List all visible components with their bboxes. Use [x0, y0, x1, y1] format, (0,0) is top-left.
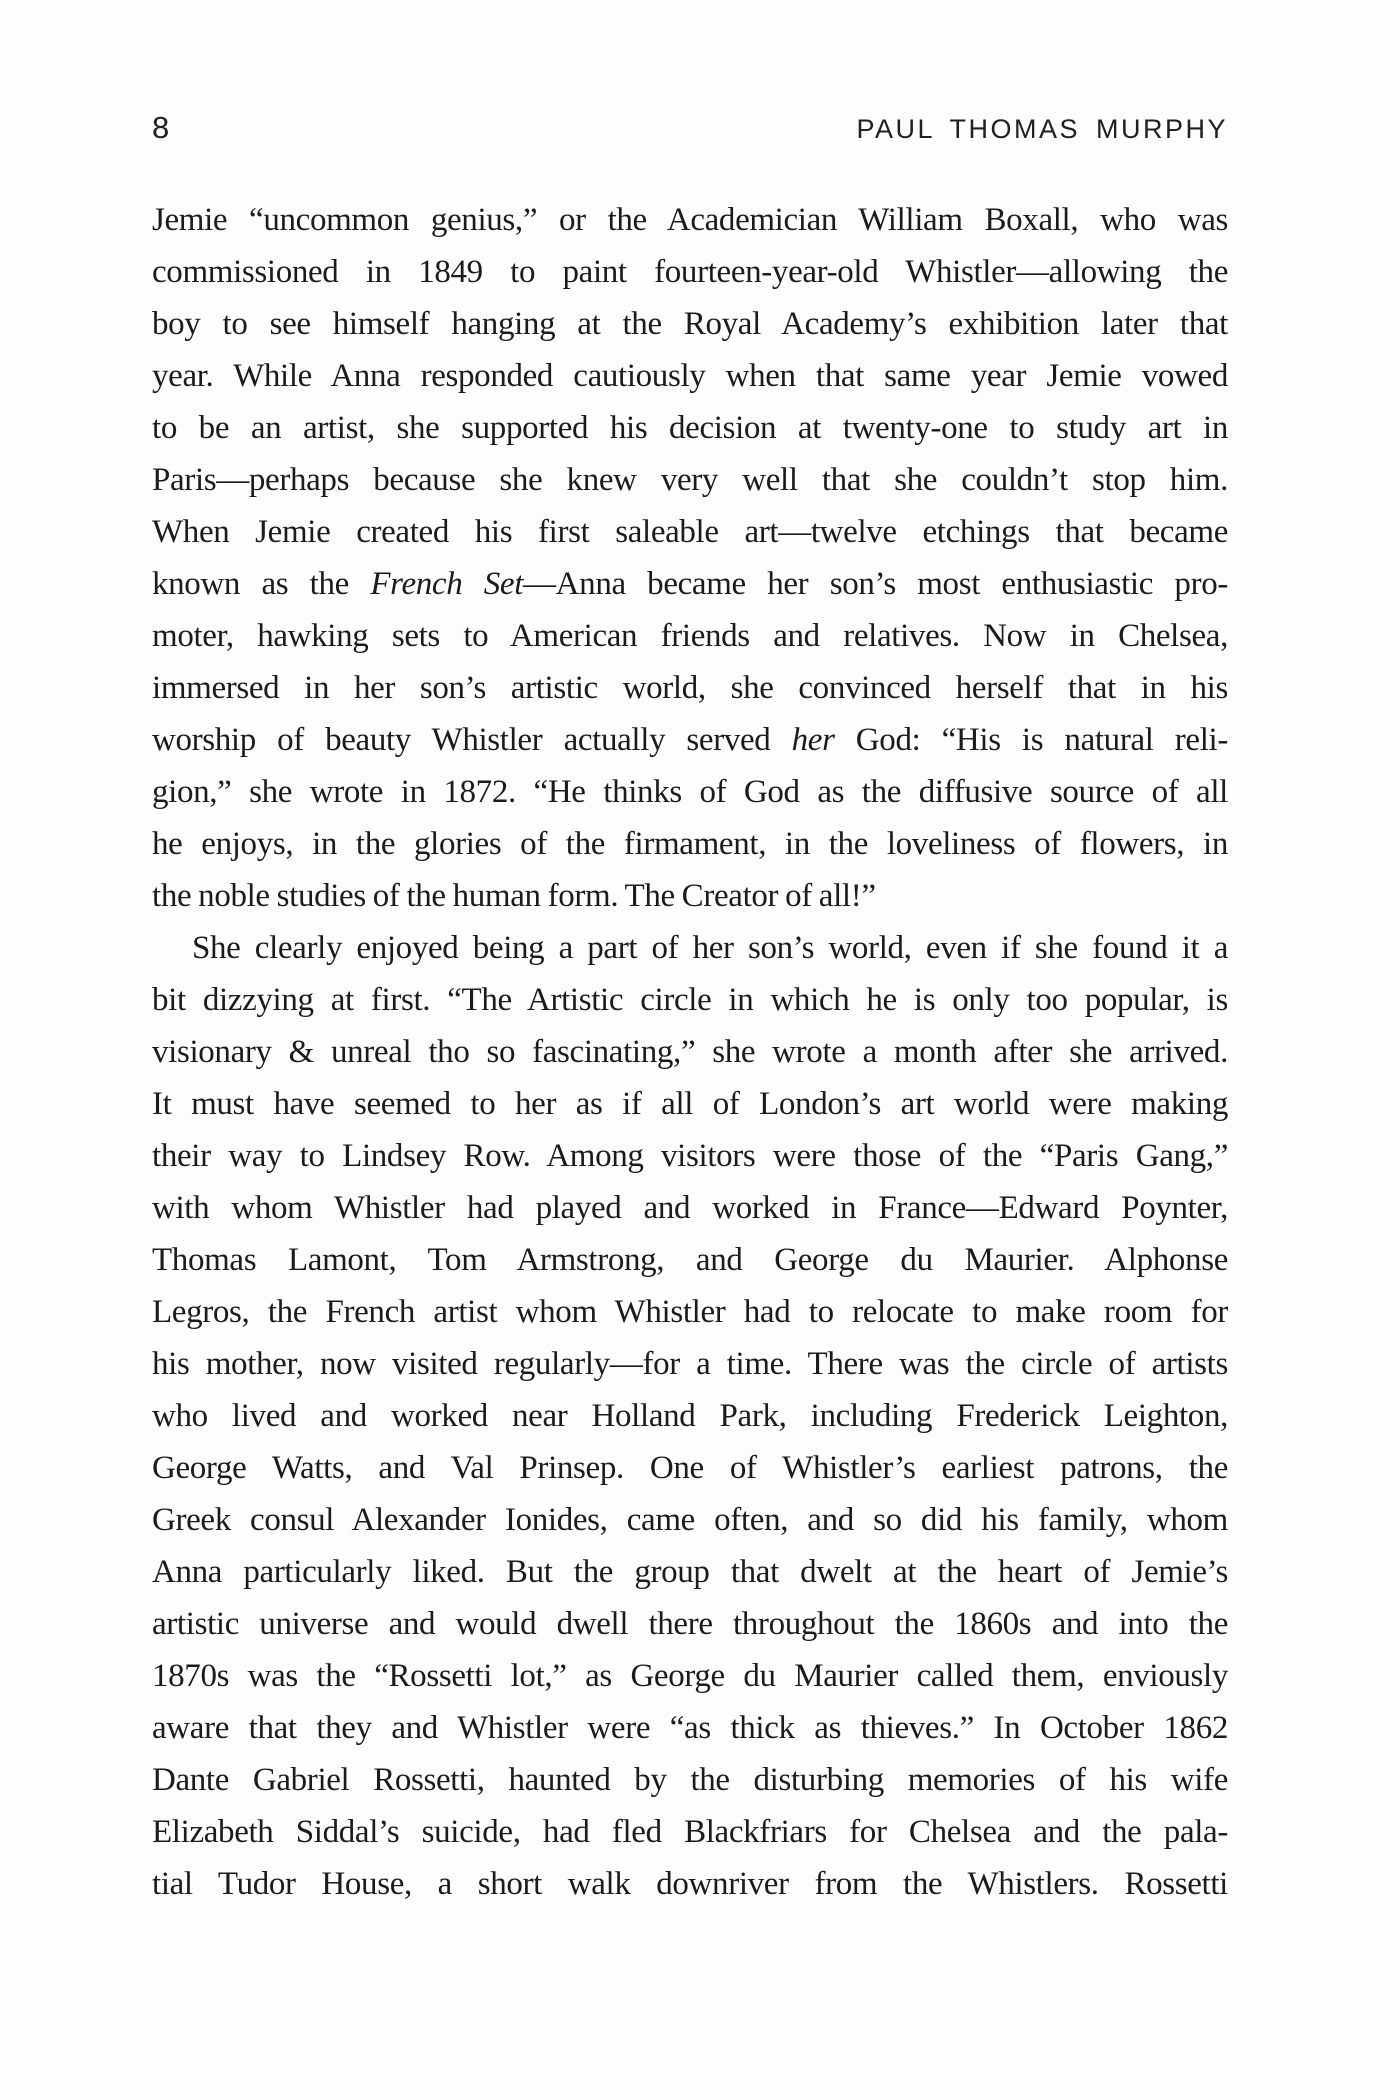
text-segment: their way to Lindsey Row. Among visitors were those of the “Paris Gang,”: [152, 1138, 1228, 1174]
text-line: [152, 1546, 1228, 1598]
text-segment: It must have seemed to her as if all of London’s art world were making: [152, 1086, 1228, 1122]
text-segment: aware that they and Whistler were “as thick as thieves.” In October 1862: [152, 1710, 1228, 1746]
text-segment: 1870s was the “Rossetti lot,” as George du Maurier called them, enviously: [152, 1658, 1228, 1694]
text-line: [152, 818, 1228, 870]
text-segment: his mother, now visited regularly—for a time. There was the circle of artists: [152, 1346, 1228, 1382]
text-line: [152, 402, 1228, 454]
running-header-title: PAUL THOMAS MURPHY: [856, 114, 1228, 144]
text-segment: —Anna became her son’s most enthusiastic pro-: [523, 566, 1228, 602]
text-segment: God: “His is natural reli-: [834, 722, 1228, 758]
text-segment: the noble studies of the human form. The Creator of all!”: [152, 878, 876, 914]
text-line: [152, 1754, 1228, 1806]
text-line: [152, 246, 1228, 298]
text-line: [152, 194, 1228, 246]
text-segment: When Jemie created his first saleable art—twelve etchings that became: [152, 514, 1228, 550]
text-segment: Elizabeth Siddal’s suicide, had fled Blackfriars for Chelsea and the pala-: [152, 1814, 1228, 1850]
text-segment: George Watts, and Val Prinsep. One of Whistler’s earliest patrons, the: [152, 1450, 1228, 1486]
text-line: [152, 766, 1228, 818]
text-segment: artistic universe and would dwell there throughout the 1860s and into the: [152, 1606, 1228, 1642]
text-segment: bit dizzying at first. “The Artistic circle in which he is only too popular, is: [152, 982, 1228, 1018]
text-segment: She clearly enjoyed being a part of her son’s world, even if she found it a: [192, 930, 1228, 966]
text-line: [152, 1442, 1228, 1494]
text-line: [152, 1494, 1228, 1546]
text-line: [152, 1702, 1228, 1754]
text-segment: visionary & unreal tho so fascinating,” she wrote a month after she arrived.: [152, 1034, 1228, 1070]
text-segment: Greek consul Alexander Ionides, came often, and so did his family, whom: [152, 1502, 1228, 1538]
text-segment: known as the: [152, 566, 371, 602]
text-segment: year. While Anna responded cautiously when that same year Jemie vowed: [152, 358, 1228, 394]
text-line: [152, 1026, 1228, 1078]
text-line: [152, 1598, 1228, 1650]
text-line: [152, 922, 1228, 974]
text-line: [152, 1182, 1228, 1234]
text-segment: to be an artist, she supported his decision at twenty-one to study art in: [152, 410, 1228, 446]
text-line: [152, 610, 1228, 662]
running-head: [152, 112, 1228, 145]
text-segment: immersed in her son’s artistic world, she convinced herself that in his: [152, 670, 1228, 706]
text-segment: Dante Gabriel Rossetti, haunted by the disturbing memories of his wife: [152, 1762, 1228, 1798]
text-segment: who lived and worked near Holland Park, including Frederick Leighton,: [152, 1398, 1228, 1434]
text-line: [152, 1130, 1228, 1182]
text-segment: moter, hawking sets to American friends and relatives. Now in Chelsea,: [152, 618, 1228, 654]
text-line: [152, 662, 1228, 714]
text-line: [152, 870, 1228, 922]
text-segment: Thomas Lamont, Tom Armstrong, and George du Maurier. Alphonse: [152, 1242, 1228, 1278]
text-line: [152, 1234, 1228, 1286]
text-segment: Legros, the French artist whom Whistler had to relocate to make room for: [152, 1294, 1228, 1330]
text-line: [152, 1338, 1228, 1390]
text-line: [152, 714, 1228, 766]
text-line: [152, 454, 1228, 506]
text-segment: worship of beauty Whistler actually served: [152, 722, 792, 758]
text-segment: commissioned in 1849 to paint fourteen-year-old Whistler—allowing the: [152, 254, 1228, 290]
page-number: 8: [152, 110, 170, 145]
text-segment: he enjoys, in the glories of the firmament, in the loveliness of flowers, in: [152, 826, 1228, 862]
text-line: [152, 1858, 1228, 1910]
text-line: [152, 1650, 1228, 1702]
text-line: [152, 1806, 1228, 1858]
text-line: [152, 1286, 1228, 1338]
italic-text-segment: French Set: [370, 566, 524, 602]
text-segment: gion,” she wrote in 1872. “He thinks of God as the diffusive source of all: [152, 774, 1228, 810]
text-block: [152, 194, 1228, 1910]
text-line: [152, 506, 1228, 558]
text-line: [152, 558, 1228, 610]
text-segment: Anna particularly liked. But the group that dwelt at the heart of Jemie’s: [152, 1554, 1228, 1590]
text-line: [152, 298, 1228, 350]
text-segment: boy to see himself hanging at the Royal Academy’s exhibition later that: [152, 306, 1228, 342]
text-segment: Jemie “uncommon genius,” or the Academician William Boxall, who was: [152, 202, 1228, 238]
text-segment: tial Tudor House, a short walk downriver from the Whistlers. Rossetti: [152, 1866, 1228, 1902]
text-line: [152, 1390, 1228, 1442]
text-line: [152, 350, 1228, 402]
text-line: [152, 1078, 1228, 1130]
text-segment: with whom Whistler had played and worked in France—Edward Poynter,: [152, 1190, 1228, 1226]
text-segment: Paris—perhaps because she knew very well that she couldn’t stop him.: [152, 462, 1228, 498]
text-line: [152, 974, 1228, 1026]
italic-text-segment: her: [791, 722, 835, 758]
